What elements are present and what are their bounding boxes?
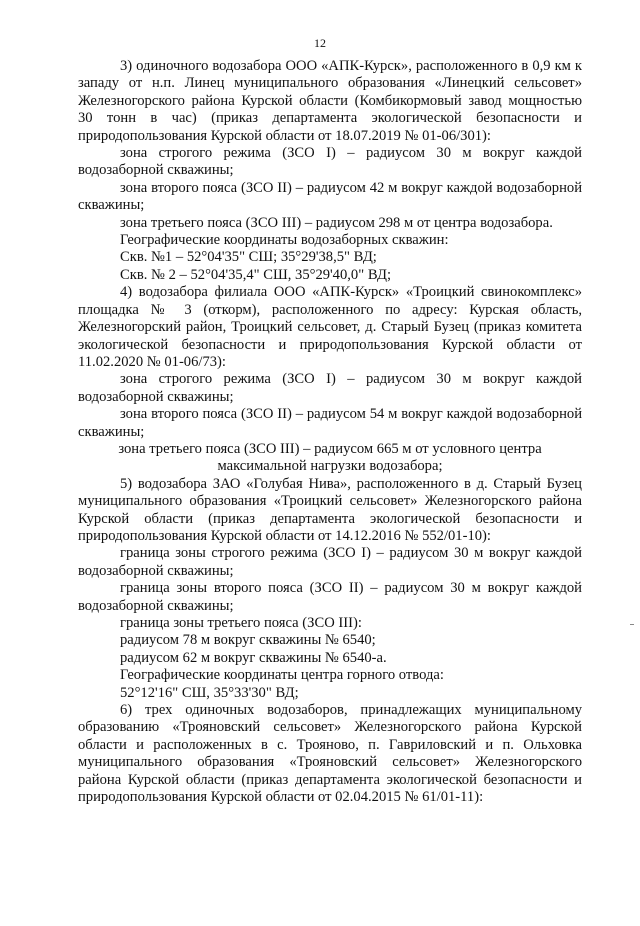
paragraph-zso2-item4: зона второго пояса (ЗСО II) – радиусом 54 м вокруг каждой водозаборной скважины; [78,406,582,440]
scan-edge-mark [630,624,634,625]
paragraph-mining-center-heading: Географические координаты центра горного отвода: [120,667,444,684]
paragraph-zso1-item5: граница зоны строгого режима (ЗСО I) – радиусом 30 м вокруг каждой водозаборной скважины; [78,545,582,579]
paragraph-item-6: 6) трех одиночных водозаборов, принадлежащих муниципальному образованию «Трояновский сельсовет» Железногорского района Курской области и расположенных в с. Трояново, п. Гавриловский и п. Ольховка муниципального образования «Трояновский сельсовет» Железногорского района Курской области (приказ департамента экологической безопасности и природопользования Курской области от 02.04.2015 № 61/01-11): [78,702,582,806]
paragraph-mining-center-coordinates: 52°12'16" СШ, 35°33'30" ВД; [120,684,299,701]
page-number: 12 [314,36,326,50]
paragraph-zso3-item4: зона третьего пояса (ЗСО III) – радиусом 665 м от условного центра максимальной нагрузки водозабора; [118,440,542,475]
paragraph-zso3-heading-item5: граница зоны третьего пояса (ЗСО III): [120,615,362,631]
paragraph-coordinates-heading: Географические координаты водозаборных скважин: [120,232,449,249]
paragraph-item-3: 3) одиночного водозабора ООО «АПК-Курск», расположенного в 0,9 км к западу от н.п. Линец муниципального образования «Линецкий сельсовет» Железногорского района Курской области (Комбикормовый завод мощностью 30 тонн в час) (приказ департамента экологической безопасности и природопользования Курской области от 18.07.2019 № 01-06/301): [78,58,582,144]
paragraph-well-2-coordinates: Скв. № 2 – 52°04'35,4" СШ, 35°29'40,0" ВД; [120,266,392,283]
paragraph-item-4: 4) водозабора филиала ООО «АПК-Курск» «Троицкий свинокомплекс» площадка № 3 (откорм), расположенного по адресу: Курская область, Железногорский район, Троицкий сельсовет, д. Старый Бузец (приказ комитета экологической безопасности и природопользования Курской области от 11.02.2020 № 01-06/73): [78,284,582,370]
paragraph-zso3-item3: зона третьего пояса (ЗСО III) – радиусом 298 м от центра водозабора. [120,214,553,231]
document-body [78,58,582,806]
paragraph-zso2-item3: зона второго пояса (ЗСО II) – радиусом 42 м вокруг каждой водозаборной скважины; [78,179,582,214]
paragraph-well-1-coordinates: Скв. №1 – 52°04'35" СШ; 35°29'38,5" ВД; [120,249,377,266]
paragraph-zso2-item5: граница зоны второго пояса (ЗСО II) – радиусом 30 м вокруг каждой водозаборной скважины; [78,580,582,614]
paragraph-radius-well-6540: радиусом 78 м вокруг скважины № 6540; [120,632,376,649]
paragraph-zso1-item3: зона строгого режима (ЗСО I) – радиусом 30 м вокруг каждой водозаборной скважины; [78,145,582,179]
paragraph-radius-well-6540a: радиусом 62 м вокруг скважины № 6540-а. [120,649,387,666]
paragraph-item-5: 5) водозабора ЗАО «Голубая Нива», расположенного в д. Старый Бузец муниципального образования «Троицкий сельсовет» Железногорского района Курской области (приказ департамента экологической безопасности и природопользования Курской области от 14.12.2016 № 552/01-10): [78,475,582,544]
paragraph-zso1-item4: зона строгого режима (ЗСО I) – радиусом 30 м вокруг каждой водозаборной скважины; [78,371,582,405]
